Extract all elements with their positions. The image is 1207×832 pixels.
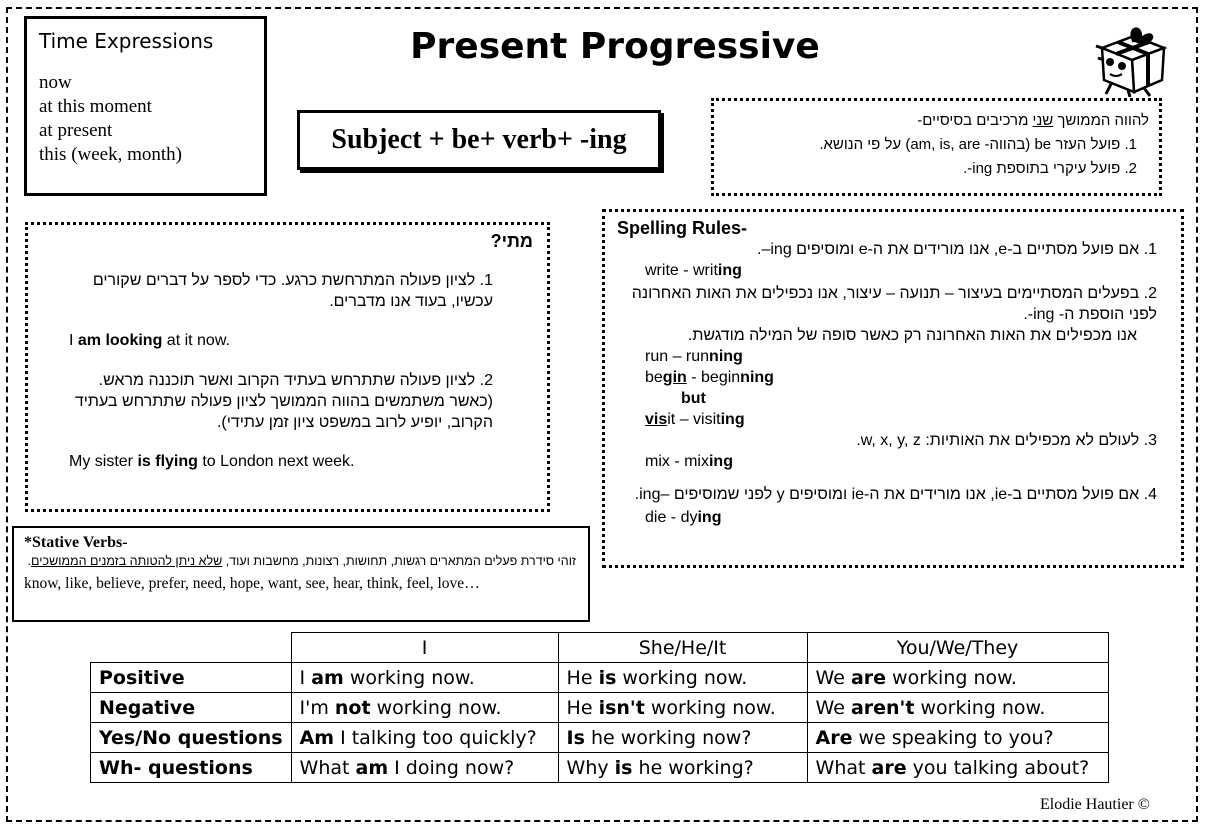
when-example-1 (69, 332, 533, 350)
cell-text: I (299, 666, 312, 689)
page-title: Present Progressive (410, 26, 820, 67)
spelling-rule-2b: אנו מכפילים את האות האחרונה רק כאשר סופה של המילה מודגשת. (687, 327, 1137, 344)
table-cell (291, 693, 558, 723)
component-item: 2. פועל עיקרי בתוספת ing-. (963, 160, 1137, 177)
example-text: write - writ (645, 262, 718, 279)
table-header-row (91, 633, 1109, 663)
cell-bold: am (355, 756, 389, 779)
when-box (25, 222, 550, 512)
cell-text: he working now? (584, 726, 752, 749)
example-bold: ning (709, 348, 743, 365)
table-cell (807, 663, 1108, 693)
cell-bold: is (598, 666, 617, 689)
column-header: You/We/They (807, 633, 1108, 663)
cell-text: working now. (616, 666, 748, 689)
desc-text: זוהי סידרת פעלים המתארים רגשות, תחושות, רצונות, מחשבות ועוד, (222, 554, 576, 568)
column-header: I (291, 633, 558, 663)
example-text: at it now. (162, 332, 230, 349)
cell-bold: Is (566, 726, 585, 749)
cell-bold: not (334, 696, 371, 719)
spelling-rule-2: 2. בפעלים המסתיימים בעיצור – תנועה – עיצור, אנו נכפילים את האות האחרונה לפני הוספת ה- ing-. (631, 285, 1157, 323)
example-text: I (69, 332, 78, 349)
spelling-rules-box (602, 209, 1184, 568)
intro-text: להווה הממושך (1053, 112, 1149, 129)
example-text: to London next week. (197, 453, 355, 470)
cell-text: We (815, 696, 851, 719)
gift-box-icon (1094, 18, 1174, 98)
time-expression-item: now (39, 72, 72, 93)
time-expression-item: this (week, month) (39, 144, 183, 165)
cell-text: working now. (886, 666, 1017, 689)
example-text: mix - mix (645, 453, 709, 470)
spelling-example (617, 409, 1169, 430)
spelling-rule-1: 1. אם פועל מסתיים ב-e, אנו מורידים את ה-e ומוסיפים ing–. (757, 241, 1157, 258)
cell-text: He (566, 696, 599, 719)
example-text: it – visit (667, 411, 721, 428)
stative-verbs-box (12, 526, 590, 622)
cell-bold: aren't (850, 696, 915, 719)
stative-description (24, 552, 578, 571)
table-cell (558, 693, 807, 723)
table-cell (291, 723, 558, 753)
components-box (711, 98, 1162, 196)
when-example-2 (69, 453, 533, 471)
when-use-2: 2. לציון פעולה שתתרחש בעתיד הקרוב ואשר תוכננה מראש. (כאשר משתמשים בהווה הממושך לציון פעולה שתתרחש בעתיד הקרוב, יופיע לרוב במשפט ציון זמן עתידי). (74, 372, 493, 431)
column-header: She/He/It (558, 633, 807, 663)
stative-list: know, like, believe, prefer, need, hope, want, see, hear, think, feel, love… (24, 575, 480, 592)
spelling-example (617, 260, 1169, 281)
table-cell (807, 723, 1108, 753)
cell-text: We (815, 666, 851, 689)
spelling-rule-3: 3. לעולם לא מכפילים את האותיות: w, x, y, z. (856, 432, 1157, 449)
example-bold: ning (740, 369, 774, 386)
cell-text: Why (566, 756, 615, 779)
example-bold: ing (720, 411, 745, 428)
when-heading: מתי? (490, 231, 533, 251)
cell-text: What (815, 756, 872, 779)
cell-text: we speaking to you? (852, 726, 1054, 749)
time-expression-item: at present (39, 120, 113, 141)
desc-underlined: שלא ניתן להטותה בזמנים הממושכים (31, 554, 223, 568)
cell-bold: Am (299, 726, 335, 749)
time-expression-item: at this moment (39, 96, 152, 117)
grammar-table (90, 632, 1109, 783)
stative-heading: *Stative Verbs- (24, 534, 128, 551)
cell-text: working now. (914, 696, 1046, 719)
example-text: run – run (645, 348, 710, 365)
table-cell (558, 663, 807, 693)
intro-underlined: שני (1032, 112, 1054, 129)
spelling-example (617, 367, 1169, 388)
example-underlined: gin (662, 369, 687, 386)
row-label: Positive (91, 663, 292, 693)
example-bold: am looking (77, 332, 163, 349)
example-text: be (645, 369, 663, 386)
example-bold: ing (717, 262, 742, 279)
cell-text: he working? (632, 756, 754, 779)
table-cell (807, 753, 1108, 783)
example-text: My sister (69, 453, 138, 470)
example-bold: is flying (137, 453, 198, 470)
cell-text: working now. (343, 666, 475, 689)
row-label: Negative (91, 693, 292, 723)
table-row (91, 753, 1109, 783)
cell-text: He (566, 666, 599, 689)
time-expressions-heading: Time Expressions (39, 29, 214, 53)
table-cell (807, 693, 1108, 723)
table-row (91, 723, 1109, 753)
example-text: die - dy (645, 509, 698, 526)
table-cell (558, 723, 807, 753)
cell-text: you talking about? (906, 756, 1090, 779)
spelling-rule-4: 4. אם פועל מסתיים ב-ie, אנו מורידים את ה-ie ומוסיפים y לפני שמוסיפים –ing. (634, 486, 1157, 503)
cell-text: I'm (299, 696, 335, 719)
table-row (91, 693, 1109, 723)
when-use-1: 1. לציון פעולה המתרחשת כרגע. כדי לספר על דברים שקורים עכשיו, בעוד אנו מדברים. (92, 272, 493, 310)
example-bold: ing (708, 453, 733, 470)
spelling-example (617, 346, 1169, 367)
time-expressions-box (24, 16, 267, 196)
spelling-but: but (681, 390, 706, 407)
cell-bold: Are (815, 726, 853, 749)
spelling-example (617, 507, 1169, 528)
table-row (91, 663, 1109, 693)
cell-text: I doing now? (388, 756, 515, 779)
cell-text: working now. (644, 696, 776, 719)
copyright: Elodie Hautier © (1040, 796, 1150, 813)
components-intro (724, 109, 1149, 133)
table-cell (558, 753, 807, 783)
row-label: Wh- questions (91, 753, 292, 783)
example-bold: ing (697, 509, 722, 526)
cell-text: What (299, 756, 356, 779)
row-label: Yes/No questions (91, 723, 292, 753)
cell-bold: isn't (598, 696, 645, 719)
example-underlined: vis (645, 411, 668, 428)
table-corner (91, 633, 292, 663)
table-cell (291, 753, 558, 783)
cell-bold: are (871, 756, 907, 779)
component-item: 1. פועל העזר be (בהווה- am, is, are) על פי הנושא. (819, 136, 1137, 153)
desc-text-end: . (27, 554, 32, 568)
cell-bold: are (850, 666, 887, 689)
spelling-heading: Spelling Rules- (617, 218, 748, 238)
cell-bold: am (311, 666, 344, 689)
cell-bold: is (614, 756, 633, 779)
table-cell (291, 663, 558, 693)
formula-box: Subject + be+ verb+ -ing (297, 110, 661, 170)
cell-text: working now. (370, 696, 502, 719)
example-text: - begin (686, 369, 741, 386)
cell-text: I talking too quickly? (334, 726, 537, 749)
spelling-example (617, 451, 1169, 472)
intro-text-end: מרכיבים בסיסיים- (917, 112, 1033, 129)
